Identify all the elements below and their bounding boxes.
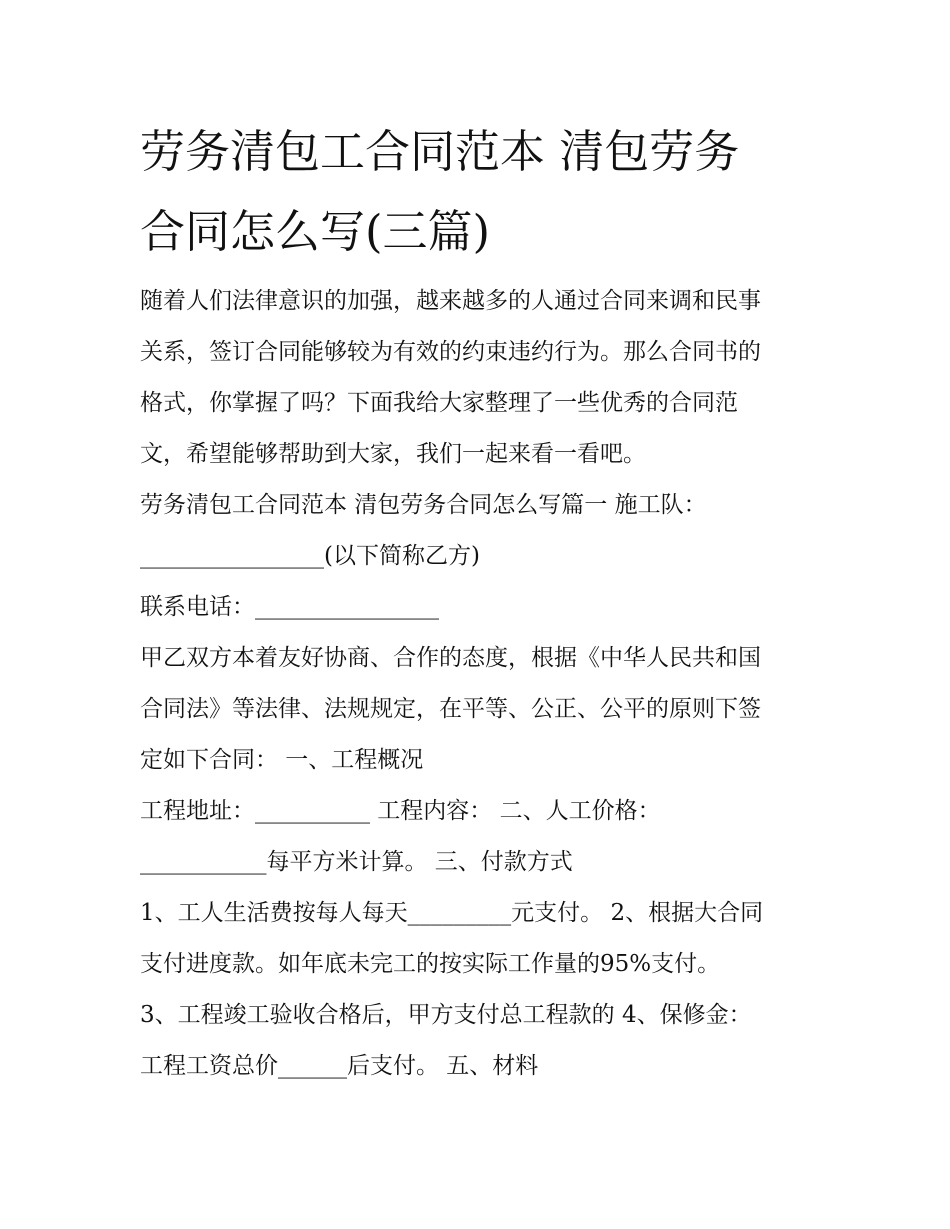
body-line: 1、工人生活费按每人每天_________元支付。 2、根据大合同 — [140, 900, 764, 926]
body-line: 工程工资总价______后支付。 五、材料 — [140, 1053, 539, 1079]
body-line: 联系电话：________________ — [140, 594, 439, 620]
document-title — [140, 112, 830, 272]
body-line: 3、工程竣工验收合格后，甲方支付总工程款的 4、保修金： — [140, 1002, 752, 1028]
body-line: 工程地址：__________ 工程内容： 二、人工价格： — [140, 798, 661, 824]
body-line: ________________(以下简称乙方) — [140, 543, 480, 569]
body-line: 关系，签订合同能够较为有效的约束违约行为。那么合同书的 — [140, 339, 761, 365]
body-line: 格式，你掌握了吗？下面我给大家整理了一些优秀的合同范 — [140, 390, 738, 416]
body-line: 定如下合同： 一、工程概况 — [140, 747, 424, 773]
body-line: 文，希望能够帮助到大家，我们一起来看一看吧。 — [140, 441, 646, 467]
body-line: 劳务清包工合同范本 清包劳务合同怎么写篇一 施工队： — [140, 492, 707, 518]
title-line-1: 劳务清包工合同范本 清包劳务 — [140, 125, 740, 178]
title-line-2: 合同怎么写(三篇) — [140, 205, 491, 258]
body-line: 随着人们法律意识的加强，越来越多的人通过合同来调和民事 — [140, 288, 761, 314]
body-line: 甲乙双方本着友好协商、合作的态度，根据《中华人民共和国 — [140, 645, 761, 671]
body-line: 合同法》等法律、法规规定，在平等、公正、公平的原则下签 — [140, 696, 761, 722]
document-body — [140, 276, 830, 1092]
body-line: ___________每平方米计算。 三、付款方式 — [140, 849, 573, 875]
body-line: 支付进度款。如年底未完工的按实际工作量的95%支付。 — [140, 951, 721, 977]
